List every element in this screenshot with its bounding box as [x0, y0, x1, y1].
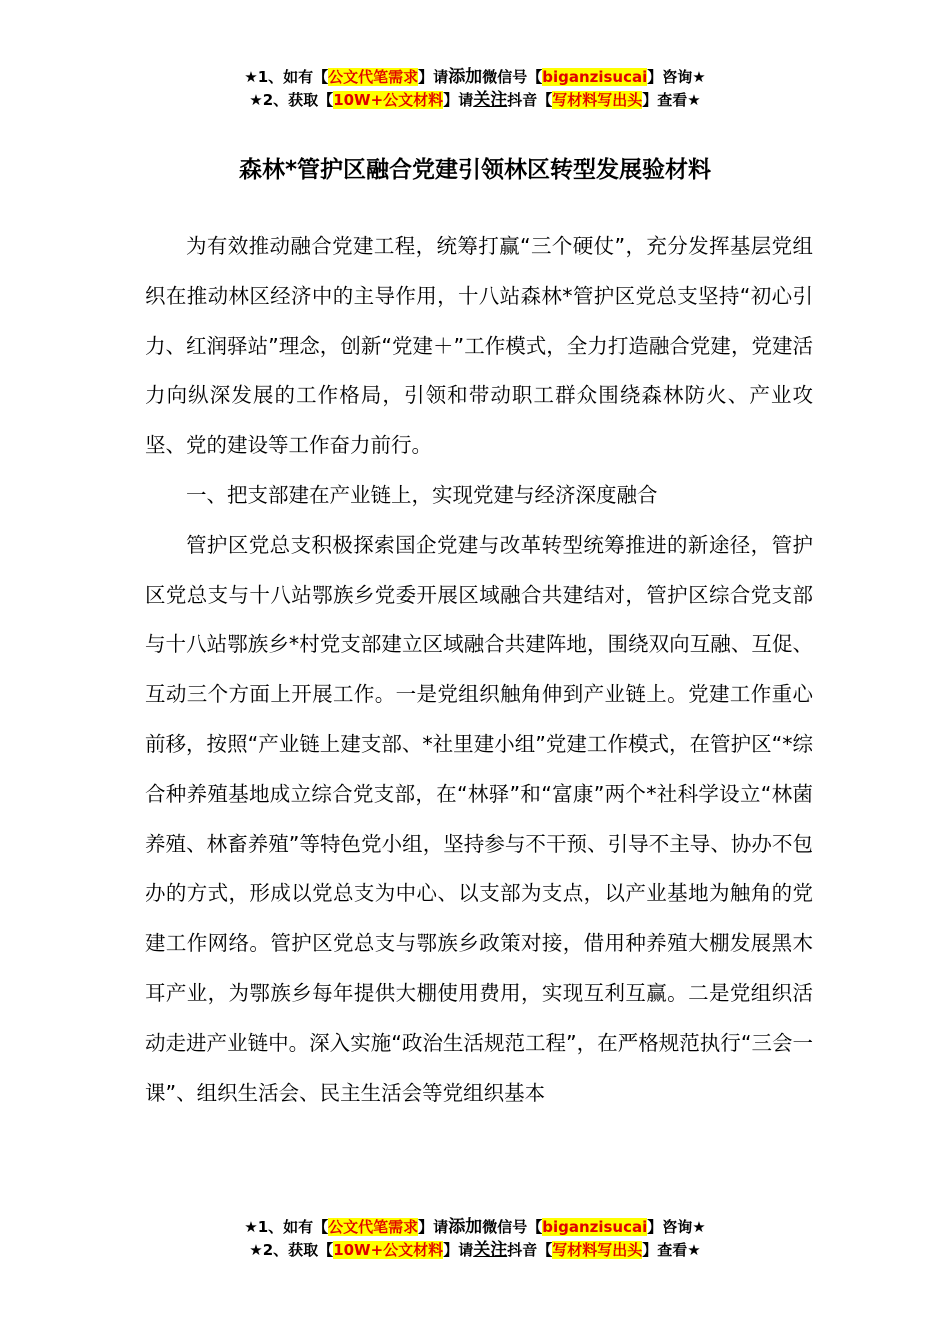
- banner-text: 】咨询★: [647, 68, 706, 86]
- document-title: 森林*管护区融合党建引领林区转型发展验材料: [238, 157, 712, 183]
- highlight-materials: 10W+公文材料: [333, 1241, 444, 1259]
- highlight-douyin-account: 写材料写出头: [552, 1241, 643, 1259]
- banner-text: 】咨询★: [647, 1218, 706, 1236]
- banner-text: 】请: [443, 1241, 474, 1259]
- highlight-douyin-account: 写材料写出头: [552, 91, 643, 109]
- banner-line-1: [0, 1216, 950, 1239]
- banner-text: ★2、获取【: [249, 1241, 334, 1259]
- banner-text: ★1、如有【: [244, 1218, 329, 1236]
- banner-emphasis: 添加: [448, 67, 483, 87]
- banner-line-2: [0, 1239, 950, 1262]
- banner-text: 】请: [443, 91, 474, 109]
- banner-line-2: [0, 89, 950, 112]
- highlight-wechat-id: biganzisucai: [542, 1218, 648, 1236]
- banner-text: ★1、如有【: [244, 68, 329, 86]
- banner-text: 微信号【: [482, 68, 543, 86]
- banner-text: 抖音【: [507, 1241, 553, 1259]
- section-heading-1: 一、把支部建在产业链上，实现党建与经济深度融合: [186, 482, 658, 507]
- banner-text: 】请: [418, 68, 449, 86]
- header-banner: [0, 66, 950, 112]
- document-body: [145, 222, 813, 1118]
- banner-text: 】请: [418, 1218, 449, 1236]
- highlight-service: 公文代笔需求: [328, 68, 419, 86]
- footer-banner: [0, 1216, 950, 1262]
- highlight-materials: 10W+公文材料: [333, 91, 444, 109]
- banner-text: 】查看★: [642, 91, 701, 109]
- banner-line-1: [0, 66, 950, 89]
- highlight-wechat-id: biganzisucai: [542, 68, 648, 86]
- paragraph-section-1: 管护区党总支积极探索国企党建与改革转型统筹推进的新途径，管护区党总支与十八站鄂族乡党委开展区域融合共建结对，管护区综合党支部与十八站鄂族乡*村党支部建立区域融合共建阵地，围绕双向互融、互促、互动三个方面上开展工作。一是党组织触角伸到产业链上。党建工作重心前移，按照“产业链上建支部、*社里建小组”党建工作模式，在管护区“*综合种养殖基地成立综合党支部，在“林驿”和“富康”两个*社科学设立“林菌养殖、林畜养殖”等特色党小组，坚持参与不干预、引导不主导、协办不包办的方式，形成以党总支为中心、以支部为支点，以产业基地为触角的党建工作网络。管护区党总支与鄂族乡政策对接，借用种养殖大棚发展黑木耳产业，为鄂族乡每年提供大棚使用费用，实现互利互赢。二是党组织活动走进产业链中。深入实施“政治生活规范工程”，在严格规范执行“三会一课”、组织生活会、民主生活会等党组织基本: [145, 532, 813, 1105]
- highlight-service: 公文代笔需求: [328, 1218, 419, 1236]
- banner-text: 】查看★: [642, 1241, 701, 1259]
- paragraph-intro: 为有效推动融合党建工程，统筹打赢“三个硬仗”，充分发挥基层党组织在推动林区经济中的主导作用，十八站森林*管护区党总支坚持“初心引力、红润驿站”理念，创新“党建＋”工作模式，全力打造融合党建，党建活力向纵深发展的工作格局，引领和带动职工群众围绕森林防火、产业攻坚、党的建设等工作奋力前行。: [145, 234, 813, 458]
- banner-text: ★2、获取【: [249, 91, 334, 109]
- banner-emphasis: 关注: [473, 90, 508, 110]
- banner-text: 抖音【: [507, 91, 553, 109]
- banner-emphasis: 关注: [473, 1240, 508, 1260]
- banner-text: 微信号【: [482, 1218, 543, 1236]
- banner-emphasis: 添加: [448, 1217, 483, 1237]
